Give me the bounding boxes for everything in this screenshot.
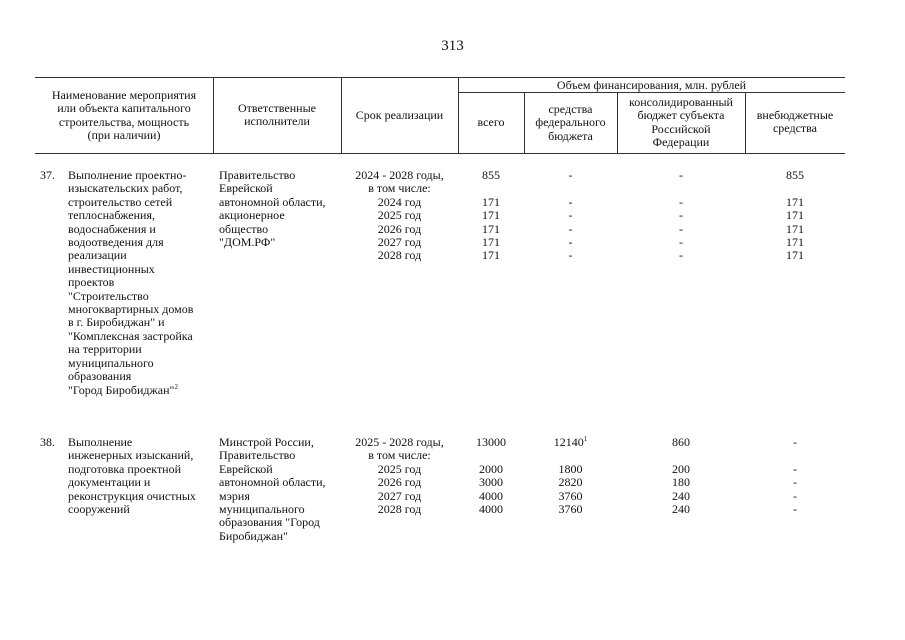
row-consolidated: 860 200 180 240 240 (672, 435, 690, 517)
header-federal: средства федерального бюджета (535, 102, 606, 143)
row-name: Выполнение инженерных изысканий, подготовка проектной документации и реконструкция очистных сооружений (68, 435, 196, 517)
row-federal: - - - - - - (568, 168, 573, 263)
header-name: Наименование мероприятия или объекта капитального строительства, мощность (при наличии) (51, 88, 197, 143)
row-term: 2025 - 2028 годы, в том числе: 2025 год 2026 год 2027 год 2028 год (355, 435, 444, 517)
header-bottom-rule (35, 153, 845, 154)
row-name: Выполнение проектно- изыскательских работ, строительство сетей теплоснабжения, водоснабжения и водоотведения для реализации инвестиционных проектов "Строительство многоквартирных домов в г. Биробиджан" и "Комплексная застройка на территории муниципального образования "Город Биробиджан"$^2$ (68, 168, 194, 397)
header-term: Срок реализации (355, 108, 444, 122)
row-term: 2024 - 2028 годы, в том числе: 2024 год 2025 год 2026 год 2027 год 2028 год (355, 168, 444, 263)
header-responsible: Ответственные исполнители (238, 101, 316, 129)
row-consolidated: - - - - - - (679, 168, 683, 263)
row-total: 855 171 171 171 171 171 (482, 168, 500, 263)
row-extrabudgetary: - - - - - (793, 435, 797, 517)
row-total: 13000 2000 3000 4000 4000 (476, 435, 506, 517)
row-extrabudgetary: 855 171 171 171 171 171 (786, 168, 804, 263)
row-number: 37. (40, 168, 55, 182)
row-responsible: Правительство Еврейской автономной области, акционерное общество "ДОМ.РФ" (219, 168, 326, 250)
footnote-marker: 1 (583, 435, 588, 443)
row-number: 38. (40, 435, 55, 449)
page-number: 313 (441, 38, 464, 54)
header-total: всего (477, 115, 505, 129)
header-extrabudgetary: внебюджетные средства (756, 108, 834, 136)
row-federal: 12140$^1$ 1800 2820 3760 3760 (553, 435, 588, 517)
footnote-marker: 2 (174, 382, 178, 391)
header-consolidated: консолидированный бюджет субъекта Российской Федерации (629, 95, 733, 150)
header-funding-group: Объем финансирования, млн. рублей (556, 78, 747, 92)
row-responsible: Минстрой России, Правительство Еврейской автономной области, мэрия муниципального образования "Город Биробиджан" (219, 435, 326, 543)
